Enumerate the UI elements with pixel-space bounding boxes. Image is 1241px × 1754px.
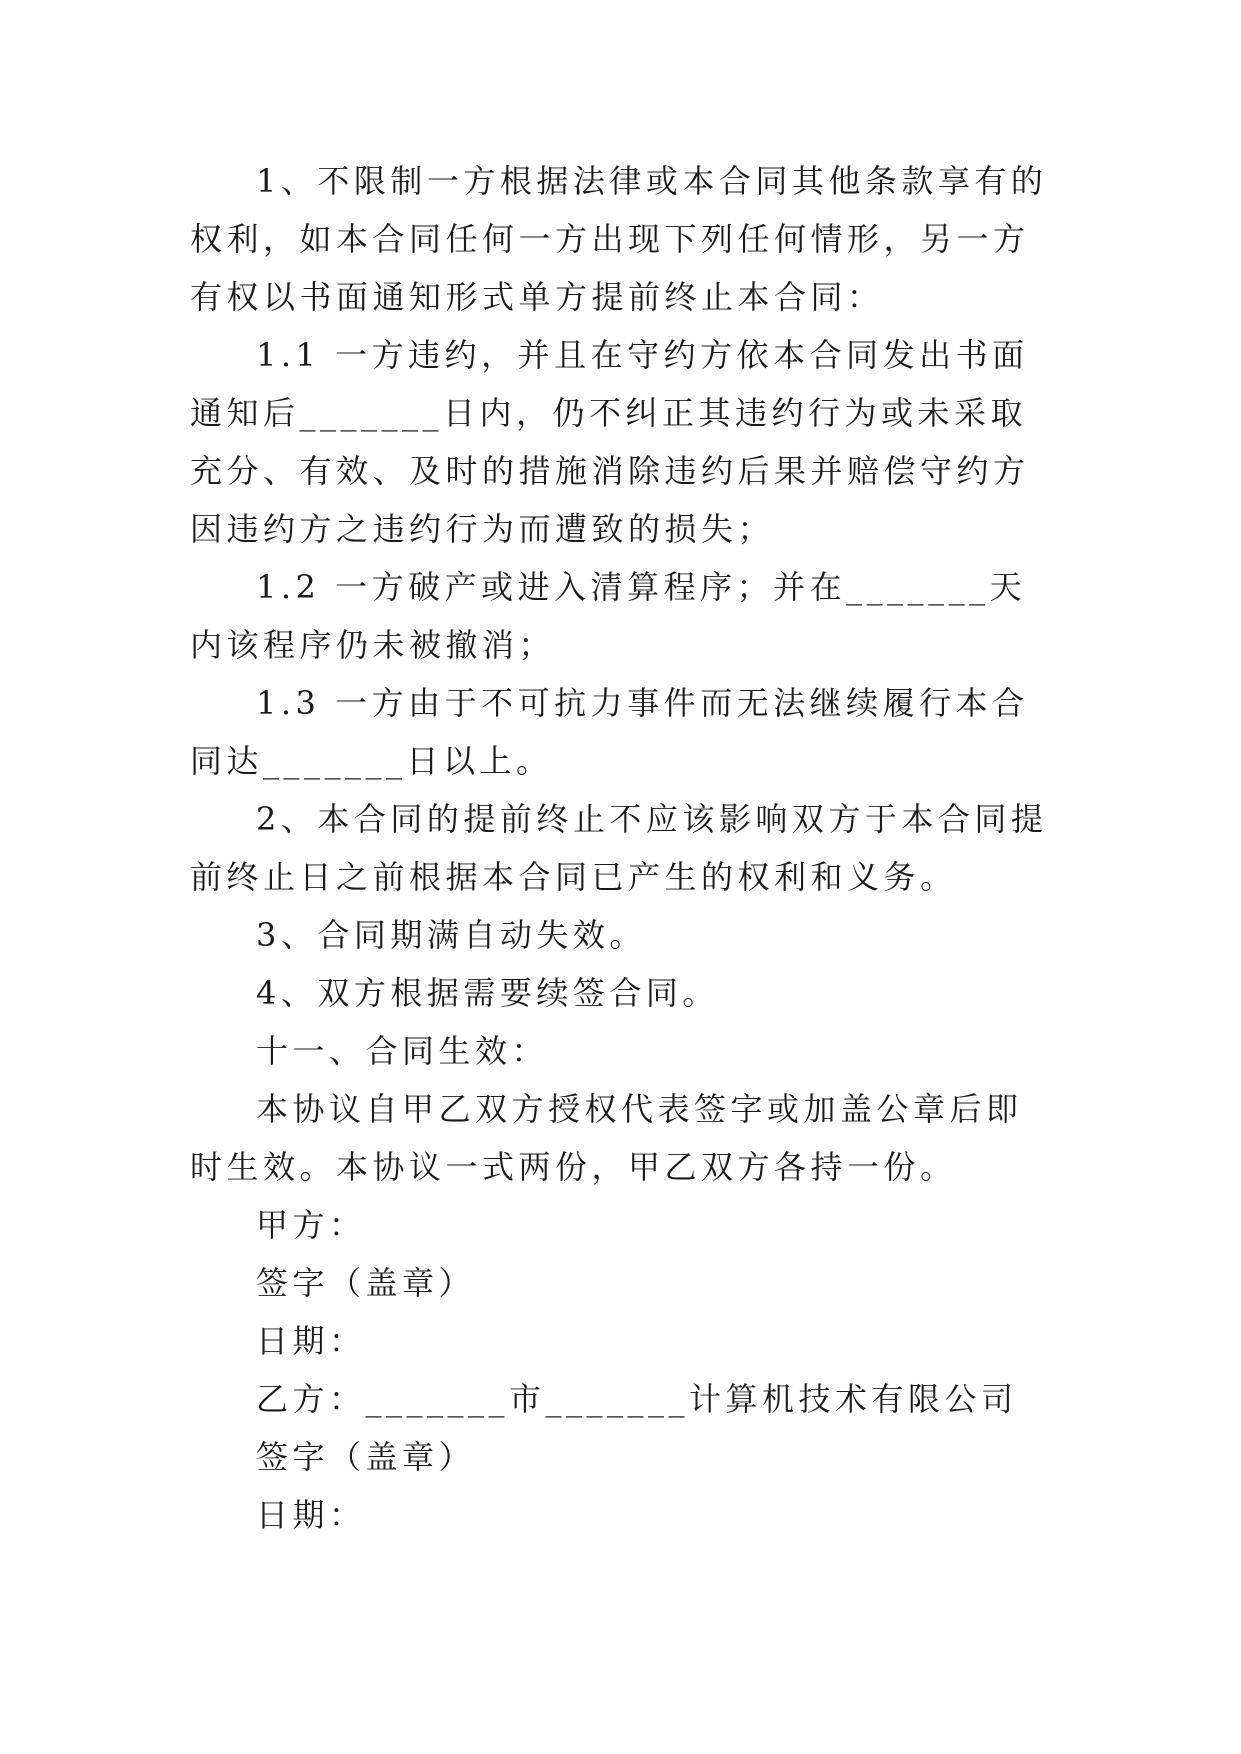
party-b-signature: 签字（盖章） xyxy=(256,1438,476,1476)
section-11-heading: 十一、合同生效： xyxy=(256,1032,549,1070)
clause-1-2-paragraph: 1.2 一方破产或进入清算程序；并在_______天内该程序仍未被撤消； xyxy=(190,568,1027,664)
party-a-signature: 签字（盖章） xyxy=(256,1264,476,1302)
party-a-label: 甲方： xyxy=(256,1206,366,1244)
signature-block xyxy=(190,1196,1050,1544)
clause-2-paragraph: 2、本合同的提前终止不应该影响双方于本合同提前终止日之前根据本合同已产生的权利和义务。 xyxy=(190,800,1048,896)
clause-1-paragraph: 1、不限制一方根据法律或本合同其他条款享有的权利，如本合同任何一方出现下列任何情形，另一方有权以书面通知形式单方提前终止本合同： xyxy=(190,162,1048,316)
party-b-label: 乙方：_______市_______计算机技术有限公司 xyxy=(256,1380,1018,1418)
party-b-date: 日期： xyxy=(256,1496,366,1534)
clause-4-paragraph: 4、双方根据需要续签合同。 xyxy=(256,974,719,1012)
clause-1-1-paragraph: 1.1 一方违约，并且在守约方依本合同发出书面通知后_______日内，仍不纠正其违约行为或未采取充分、有效、及时的措施消除违约后果并赔偿守约方因违约方之违约行为而遭致的损失； xyxy=(190,336,1030,548)
contract-page xyxy=(190,152,1050,1544)
effectiveness-paragraph: 本协议自甲乙双方授权代表签字或加盖公章后即时生效。本协议一式两份，甲乙双方各持一份。 xyxy=(190,1090,1023,1186)
clause-1-3-paragraph: 1.3 一方由于不可抗力事件而无法继续履行本合同达_______日以上。 xyxy=(190,684,1029,780)
clause-3-paragraph: 3、合同期满自动失效。 xyxy=(256,916,646,954)
party-a-date: 日期： xyxy=(256,1322,366,1360)
